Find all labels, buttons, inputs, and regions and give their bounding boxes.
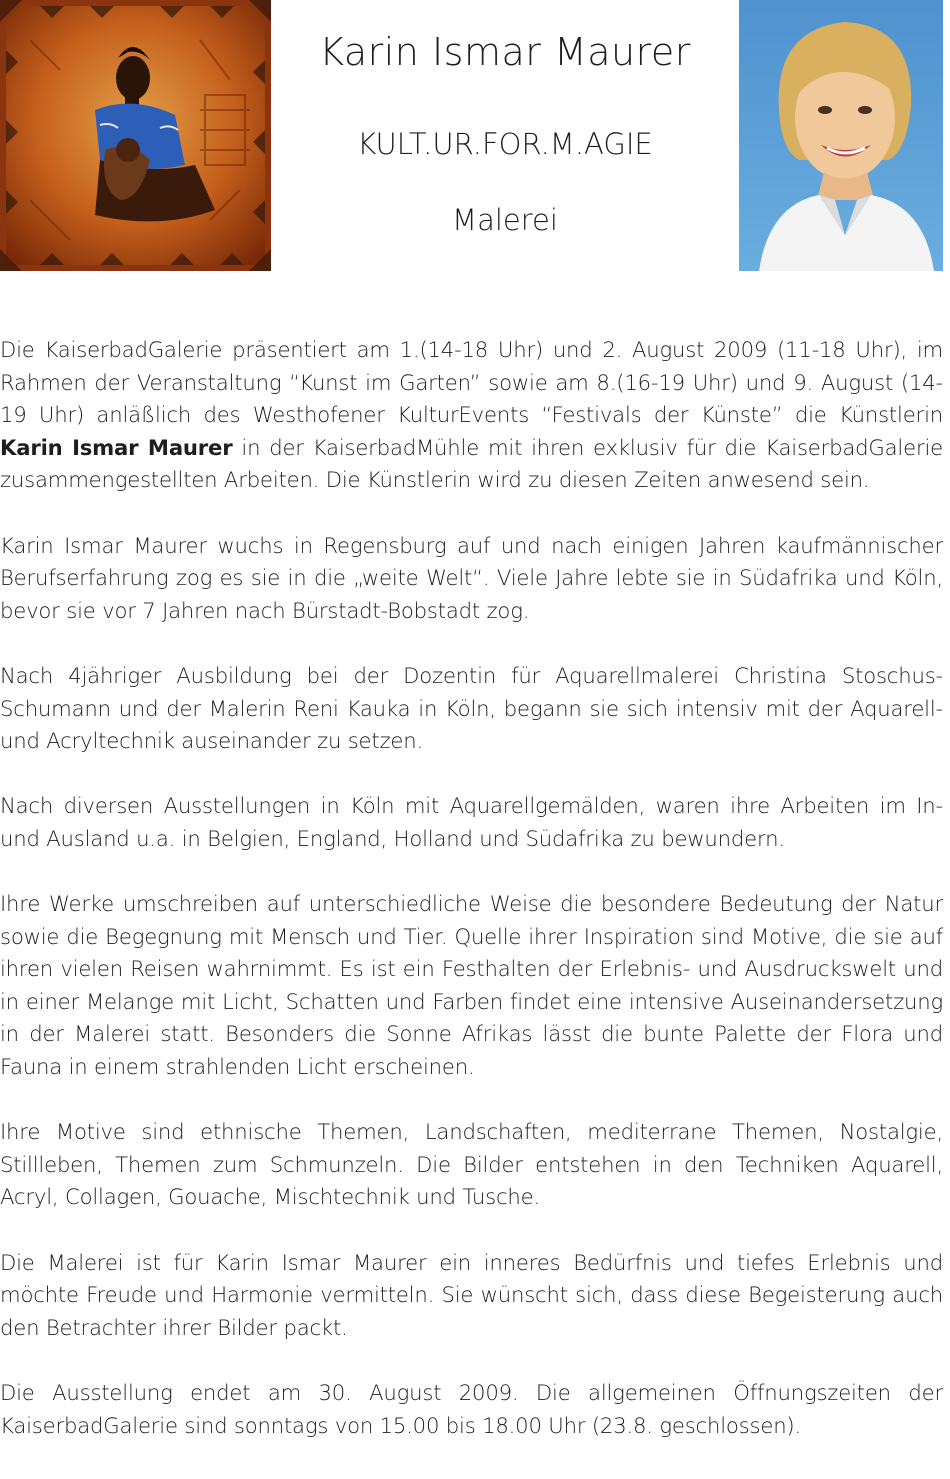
intro-text-2: in der KaiserbadMühle mit ihren exklusiv für die KaiserbadGalerie zusammengestellten Arbeiten. Die Künstlerin wird zu diesen Zeiten anwesend sein. xyxy=(0,434,943,493)
artist-name-bold: Karin Ismar Maurer xyxy=(0,434,233,460)
paragraph-biography: Karin Ismar Maurer wuchs in Regensburg auf und nach einigen Jahren kaufmännischer Berufserfahrung zog es sie in die „weite Welt“. Viele Jahre lebte sie in Südafrika und Köln, bevor sie vor 7 Jahren nach Bürstadt-Bobstadt zog. xyxy=(0,532,943,623)
paragraph-works: Ihre Werke umschreiben auf unterschiedliche Weise die besondere Bedeutung der Natur sowie die Begegnung mit Mensch und Tier. Quelle ihrer Inspiration sind Motive, die sie auf ihren vielen Reisen wahrnimmt. Es ist ein Festhalten der Erlebnis- und Ausdruckswelt und in einer Melange mit Licht, Schatten und Farben findet eine intensive Auseinandersetzung in der Malerei statt. Besonders die Sonne Afrikas lässt die bunte Palette der Flora und Fauna in einem strahlenden Licht erscheinen. xyxy=(0,891,943,1080)
paragraph-exhibitions: Nach diversen Ausstellungen in Köln mit Aquarellgemälden, waren ihre Arbeiten im In- und Ausland u.a. in Belgien, England, Holland und Südafrika zu bewundern. xyxy=(0,793,943,851)
paragraph-intro xyxy=(0,334,943,497)
paragraph-education: Nach 4jähriger Ausbildung bei der Dozentin für Aquarellmalerei Christina Stoschus-Schumann und der Malerin Reni Kauka in Köln, begann sie sich intensiv mit der Aquarell- und Acryltechnik auseinander zu setzen. xyxy=(0,662,943,754)
genre: Malerei xyxy=(452,203,558,237)
paragraph-motifs: Ihre Motive sind ethnische Themen, Landschaften, mediterrane Themen, Nostalgie, Stillleben, Themen zum Schmunzeln. Die Bilder entstehen in den Techniken Aquarell, Acryl, Collagen, Gouache, Mischtechnik und Tusche. xyxy=(0,1119,943,1210)
african-mother-child-painting-icon xyxy=(0,0,271,271)
paragraph-closing: Die Ausstellung endet am 30. August 2009. Die allgemeinen Öffnungszeiten der KaiserbadGalerie sind sonntags von 15.00 bis 18.00 Uhr (23.8. geschlossen). xyxy=(0,1380,943,1438)
paragraph-motivation: Die Malerei ist für Karin Ismar Maurer ein inneres Bedürfnis und tiefes Erlebnis und möchte Freude und Harmonie vermitteln. Sie wünscht sich, dass diese Begeisterung auch den Betrachter ihrer Bilder packt. xyxy=(0,1249,943,1340)
header xyxy=(0,0,950,275)
motto: KULT.UR.FOR.M.AGIE xyxy=(357,127,653,161)
artist-name: Karin Ismar Maurer xyxy=(319,30,691,74)
article-body xyxy=(0,334,943,1442)
intro-text-1: Die KaiserbadGalerie präsentiert am 1.(14-18 Uhr) und 2. August 2009 (11-18 Uhr), im Rahmen der Veranstaltung “Kunst im Garten” sowie am 8.(16-19 Uhr) und 9. August (14-19 Uhr) anläßlich des Westhofener KulturEvents “Festivals der Künste” die Künstlerin xyxy=(0,337,943,428)
artist-portrait-photo-icon xyxy=(739,0,943,271)
